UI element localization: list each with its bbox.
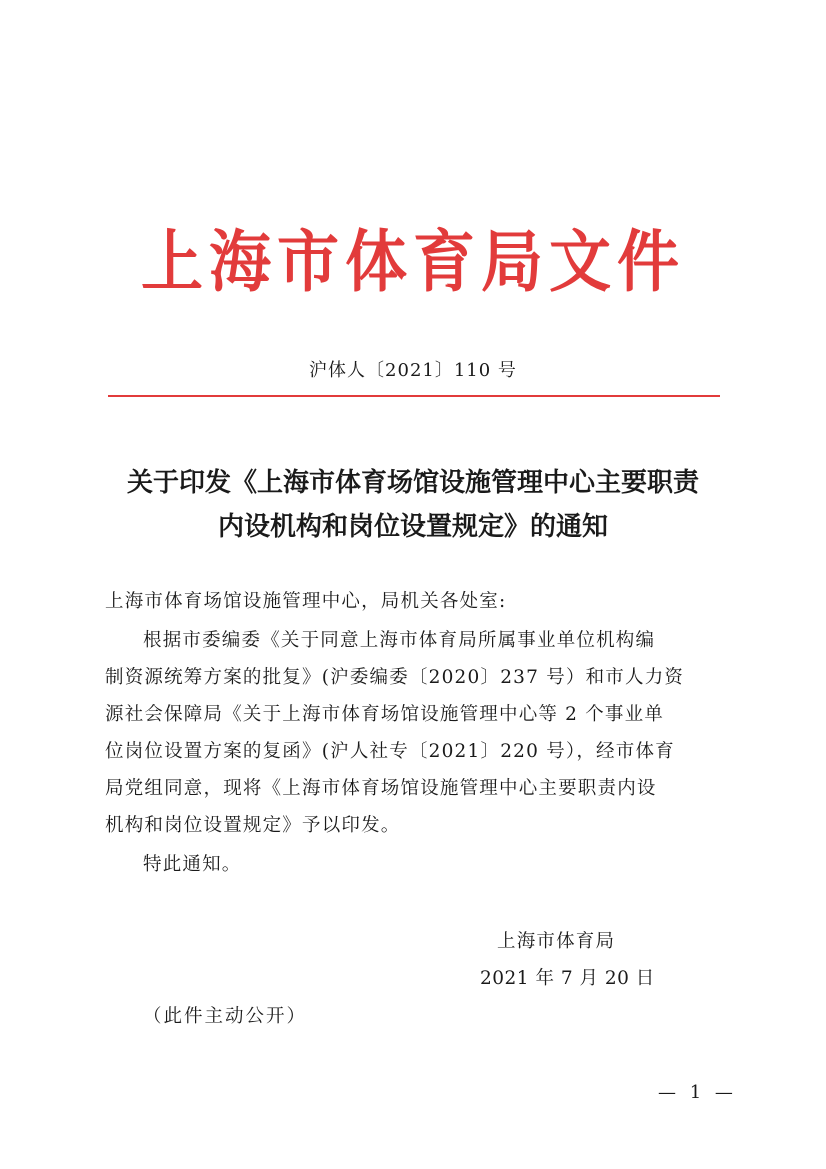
closing-remark: 特此通知。 xyxy=(143,854,242,875)
issue-date: 2021 年 7 月 20 日 xyxy=(480,968,655,989)
issuing-authority: 上海市体育局 xyxy=(497,931,616,952)
disclosure-note: （此件主动公开） xyxy=(143,1006,308,1027)
masthead-title: 上海市体育局文件 xyxy=(140,222,685,302)
notice-title-line-1: 关于印发《上海市体育场馆设施管理中心主要职责 xyxy=(126,468,699,498)
document-number: 沪体人〔2021〕110 号 xyxy=(309,360,517,381)
body-line-1: 根据市委编委《关于同意上海市体育局所属事业单位机构编 xyxy=(143,630,656,651)
page-number: — 1 — xyxy=(658,1082,737,1103)
body-line-6: 机构和岗位设置规定》予以印发。 xyxy=(105,815,401,836)
red-divider-line xyxy=(108,395,720,397)
body-line-4: 位岗位设置方案的复函》(沪人社专〔2021〕220 号），经市体育 xyxy=(105,741,675,762)
body-line-2: 制资源统筹方案的批复》(沪委编委〔2020〕237 号）和市人力资 xyxy=(105,667,685,688)
body-line-3: 源社会保障局《关于上海市体育场馆设施管理中心等 2 个事业单 xyxy=(105,704,665,725)
body-line-5: 局党组同意，现将《上海市体育场馆设施管理中心主要职责内设 xyxy=(105,778,657,799)
addressee: 上海市体育场馆设施管理中心，局机关各处室: xyxy=(105,591,507,612)
notice-title-line-2: 内设机构和岗位设置规定》的通知 xyxy=(217,512,608,542)
